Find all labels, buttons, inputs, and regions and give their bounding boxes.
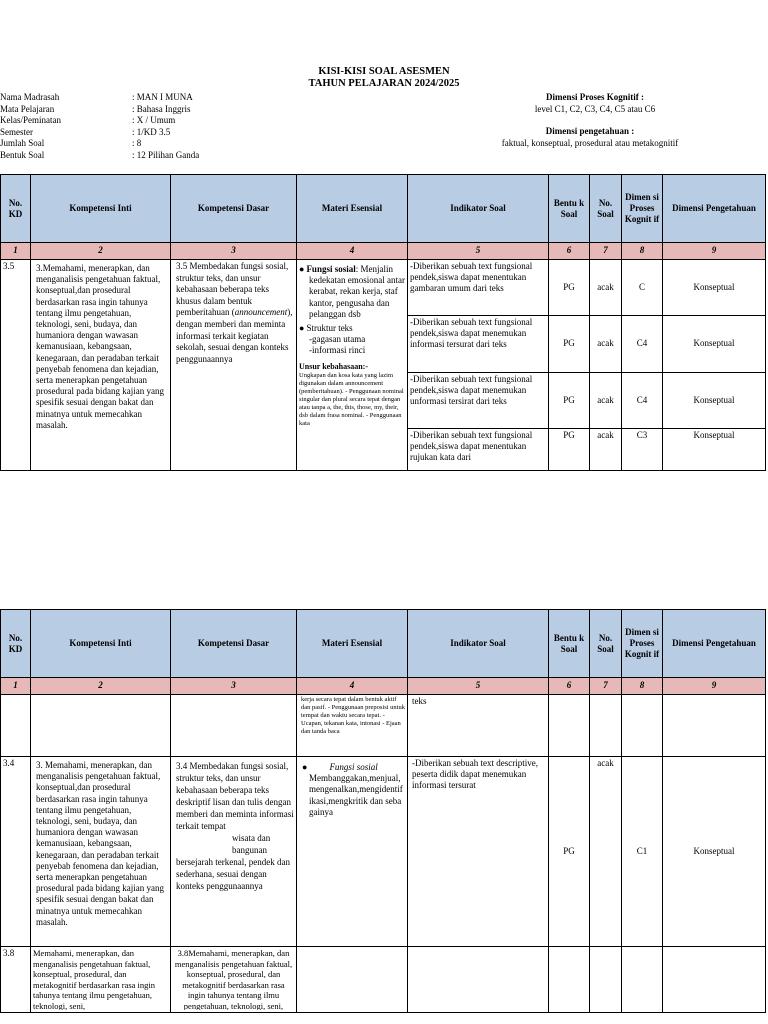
table-header-row <box>1 610 766 678</box>
table-row <box>1 260 766 316</box>
info-row <box>0 104 199 116</box>
kd-text: bersejarah terkenal, pendek dan sederhana, sesuai dengan konteks penggunaannya <box>176 857 290 891</box>
col-number: 3 <box>171 243 297 260</box>
info-value: : 1/KD 3.5 <box>132 126 171 137</box>
col-number: 2 <box>31 243 171 260</box>
col-number: 7 <box>590 243 622 260</box>
kd-text: 3.4 Membedakan fungsi sosial, struktur teks, dan unsur kebahasaan beberapa teks deskriptif lisan dan tulis dengan memberi dan meminta informasi terkait tempat <box>176 761 294 831</box>
kompetensi-inti-text: 3.Memahami, menerapkan, dan menganalisis pengetahuan faktual, konseptual,dan prosedural berdasarkan rasa ingin tahunya tentang ilmu pengetahuan, teknologi, seni, budaya, dan humaniora dengan wawasan kemanusiaan, kebangsaan, kenegaraan, dan peradaban terkait penyebab fenomena dan kejadian, serta menerapkan pengetahuan prosedural pada bidang kajian yang spesifik sesuai dengan bakat dan minatnya untuk memecahkan masalah. <box>36 263 164 430</box>
column-number-row <box>1 243 766 260</box>
col-number: 5 <box>408 243 549 260</box>
empty-cell <box>622 947 663 1013</box>
info-label: Kelas/Peminatan <box>0 115 61 125</box>
info-label: Semester <box>0 126 33 137</box>
kompetensi-dasar <box>171 757 297 947</box>
col-number: 4 <box>297 243 408 260</box>
col-header: Materi Esensial <box>297 175 408 243</box>
materi-label: Struktur teks <box>306 323 353 334</box>
materi-label: Fungsi sosial <box>306 264 356 274</box>
empty-cell <box>622 695 663 757</box>
dimensi-pengetahuan-cell: Konseptual <box>663 757 766 947</box>
info-label: Bentuk Soal <box>0 149 45 160</box>
materi-item <box>299 323 405 334</box>
kd-text: bangunan <box>232 845 267 855</box>
empty-cell <box>549 947 590 1013</box>
kompetensi-inti <box>31 260 171 471</box>
bullet-icon: ● <box>299 323 305 334</box>
bullet-icon: ● <box>302 762 308 772</box>
bentuk-soal: PG <box>549 757 590 947</box>
bentuk-soal: PG <box>549 260 590 316</box>
kd-text-emphasis: announcement <box>234 307 288 318</box>
materi-detail: -gagasan utama <box>309 334 366 345</box>
info-row <box>0 92 199 104</box>
col-number: 7 <box>590 678 622 695</box>
materi-detail: -informasi rinci <box>309 345 366 356</box>
no-soal: acak <box>590 316 622 373</box>
identity-info <box>0 92 199 161</box>
table-header-row <box>1 175 766 243</box>
empty-cell <box>1 695 31 757</box>
indikator-soal: -Diberikan sebuah text fungsional pendek,siswa dapat menemukan informasi tersurat dari teks <box>408 316 549 373</box>
dimensi-proses-cell: C1 <box>622 757 663 947</box>
kompetensi-dasar-text <box>173 261 294 365</box>
col-header: Kompetensi Inti <box>31 610 171 678</box>
kompetensi-dasar <box>171 947 297 1013</box>
bullet-icon: ● <box>299 264 305 274</box>
kd-number: 3.5 <box>1 260 31 471</box>
bentuk-soal: PG <box>549 429 590 471</box>
info-row <box>0 127 199 139</box>
dimensi-pengetahuan-cell: Konseptual <box>663 260 766 316</box>
column-number-row <box>1 678 766 695</box>
col-number: 1 <box>1 243 31 260</box>
col-header: Dimensi Pengetahuan <box>663 610 766 678</box>
col-number: 5 <box>408 678 549 695</box>
dimensi-pengetahuan-cell: Konseptual <box>663 373 766 429</box>
col-header: Bentu k Soal <box>549 610 590 678</box>
info-value: : Bahasa Inggris <box>132 103 191 114</box>
materi-esensial <box>297 757 408 947</box>
col-header: No. Soal <box>590 610 622 678</box>
empty-cell <box>171 695 297 757</box>
info-value: : MAN I MUNA <box>132 92 193 102</box>
indikator-soal: -Diberikan sebuah text descriptive, peserta didik dapat menemukan informasi tersurat <box>408 757 549 947</box>
kd-number: 3.4 <box>1 757 31 947</box>
empty-cell <box>663 695 766 757</box>
document-subtitle: TAHUN PELAJARAN 2024/2025 <box>308 78 460 89</box>
col-number: 8 <box>622 243 663 260</box>
kompetensi-dasar-text <box>173 758 294 892</box>
kompetensi-inti <box>31 757 171 947</box>
materi-continued: kerja secara tepat dalam bentuk aktif dan pasif. - Penggunaan preposisi untuk tempat dan waktu secara tepat. - Ucapan, tekanan kata, intonasi - Ejaan dan tanda baca <box>297 695 408 757</box>
col-header: Dimen si Proses Kognit if <box>622 175 663 243</box>
table-row-continued <box>1 695 766 757</box>
kisi-table-1 <box>0 174 766 471</box>
empty-cell <box>590 947 622 1013</box>
empty-cell <box>590 695 622 757</box>
info-label: Mata Pelajaran <box>0 103 55 114</box>
col-header: Kompetensi Inti <box>31 175 171 243</box>
kd-text: ), dengan memberi dan meminta informasi terkait kegiatan sekolah, sesuai dengan konteks penggunaannya <box>176 307 293 364</box>
col-number: 9 <box>663 678 766 695</box>
kompetensi-dasar-text: 3.8Memahami, menerapkan, dan menganalisis pengetahuan faktual, konseptual, prosedural, dan metakognitif berdasarkan rasa ingin tahunya tentang ilmu pengetahuan, teknologi, seni, <box>174 948 293 1010</box>
info-row <box>0 150 199 162</box>
bentuk-soal: PG <box>549 316 590 373</box>
col-header: Indikator Soal <box>408 175 549 243</box>
dimensi-proses-cell: C4 <box>622 316 663 373</box>
materi-text: : Menjalin <box>355 264 393 274</box>
col-number: 8 <box>622 678 663 695</box>
dimensi-proses-cell: C4 <box>622 373 663 429</box>
info-label: Jumlah Soal <box>0 138 45 148</box>
kd-number: 3.8 <box>1 947 31 1013</box>
col-number: 6 <box>549 678 590 695</box>
indikator-soal: -Diberikan sebuah text fungsional pendek,siswa dapat menentukan rujukan kata dari <box>408 429 549 471</box>
col-header: Materi Esensial <box>297 610 408 678</box>
col-number: 1 <box>1 678 31 695</box>
indikator-soal: -Diberikan sebuah text fungsional pendek,siswa dapat menemukan unformasi tersirat dari teks <box>408 373 549 429</box>
bentuk-soal: PG <box>549 373 590 429</box>
dimensi-pengetahuan-cell: Konseptual <box>663 316 766 373</box>
kisi-table-2 <box>0 609 766 1013</box>
materi-esensial <box>297 260 408 471</box>
kompetensi-inti <box>31 947 171 1013</box>
document-title: KISI-KISI SOAL ASESMEN <box>318 66 450 77</box>
no-soal: acak <box>590 757 622 947</box>
empty-cell <box>549 695 590 757</box>
kompetensi-inti-text: Memahami, menerapkan, dan menganalisis pengetahuan faktual, konseptual, prosedural, dan metakognitif berdasarkan rasa ingin tahunya tentang ilmu pengetahuan, teknologi, seni, <box>33 948 156 1010</box>
empty-cell <box>408 947 549 1013</box>
indikator-soal: -Diberikan sebuah text fungsional pendek,siswa dapat menentukan gambaran umum dari teks <box>408 260 549 316</box>
info-value: : 8 <box>132 138 142 148</box>
info-row <box>0 138 199 150</box>
dimensi-pengetahuan-cell: Konseptual <box>663 429 766 471</box>
col-number: 3 <box>171 678 297 695</box>
materi-item <box>299 758 405 773</box>
indikator-continued: teks <box>408 695 549 757</box>
kompetensi-inti-text: 3. Memahami, menerapkan, dan menganalisis pengetahuan faktual, konseptual,dan prosedural berdasarkan rasa ingin tahunya tentang ilmu pengetahuan, teknologi, seni, budaya, dan humaniora dengan wawasan kemanusiaan, kebangsaan, kenegaraan, dan peradaban terkait penyebab fenomena dan kejadian, serta menerapkan pengetahuan prosedural pada bidang kajian yang spesifik sesuai dengan bakat dan minatnya untuk memecahkan masalah. <box>36 760 164 927</box>
kd-text: 3.5 Membedakan fungsi sosial, struktur teks, dan unsur kebahasaan beberapa teks khusus dalam bentuk pemberitahuan ( <box>176 261 289 318</box>
col-header: Dimen si Proses Kognit if <box>622 610 663 678</box>
materi-detail: Membanggakan,menjual,mengenalkan,mengidentifikasi,mengkritik dan sebagainya <box>309 773 403 817</box>
info-row <box>0 115 199 127</box>
materi-label: Fungsi sosial <box>329 762 378 772</box>
materi-item <box>299 264 405 275</box>
col-header: Kompetensi Dasar <box>171 610 297 678</box>
col-number: 6 <box>549 243 590 260</box>
empty-cell <box>663 947 766 1013</box>
dimensi-pengetahuan <box>470 126 710 149</box>
no-soal: acak <box>590 373 622 429</box>
col-number: 2 <box>31 678 171 695</box>
kompetensi-dasar <box>171 260 297 471</box>
empty-cell <box>297 947 408 1013</box>
col-header: No. KD <box>1 610 31 678</box>
col-number: 4 <box>297 678 408 695</box>
info-value: : X / Umum <box>132 115 176 125</box>
dimensi-proses <box>470 92 720 115</box>
no-soal: acak <box>590 429 622 471</box>
col-header: Dimensi Pengetahuan <box>663 175 766 243</box>
no-soal: acak <box>590 260 622 316</box>
kd-text: wisata dan <box>232 833 271 843</box>
dimensi-pengetahuan-value: faktual, konseptual, prosedural atau metakognitif <box>501 137 679 148</box>
col-header: No. Soal <box>590 175 622 243</box>
col-number: 9 <box>663 243 766 260</box>
table-row <box>1 947 766 1013</box>
empty-cell <box>31 695 171 757</box>
dimensi-pengetahuan-title: Dimensi pengetahuan : <box>545 126 635 136</box>
table-row <box>1 757 766 947</box>
dimensi-proses-title: Dimensi Proses Kognitif : <box>545 92 645 102</box>
materi-label: Unsur kebahasaan:- <box>299 361 368 371</box>
dimensi-proses-value: level C1, C2, C3, C4, C5 atau C6 <box>534 103 656 114</box>
col-header: Bentu k Soal <box>549 175 590 243</box>
col-header: No. KD <box>1 175 31 243</box>
dimensi-proses-cell: C3 <box>622 429 663 471</box>
materi-detail: Ungkapan dan kosa kata yang lazim digunakan dalam announcement (pemberitahuan). - Penggunaan nominal singular dan plural secara tepat dengan atau tanpa a, the, this, those, my, their, dsb dalam frasa nominal. - Penggunaan kata <box>299 371 404 427</box>
info-label: Nama Madrasah <box>0 92 60 102</box>
info-value: : 12 Pilihan Ganda <box>132 149 200 160</box>
dimensi-proses-cell: C <box>622 260 663 316</box>
col-header: Kompetensi Dasar <box>171 175 297 243</box>
materi-detail: kedekatan emosional antar kerabat, rekan kerja, staf kantor, pengusaha dan pelanggan dsb <box>309 275 405 319</box>
col-header: Indikator Soal <box>408 610 549 678</box>
